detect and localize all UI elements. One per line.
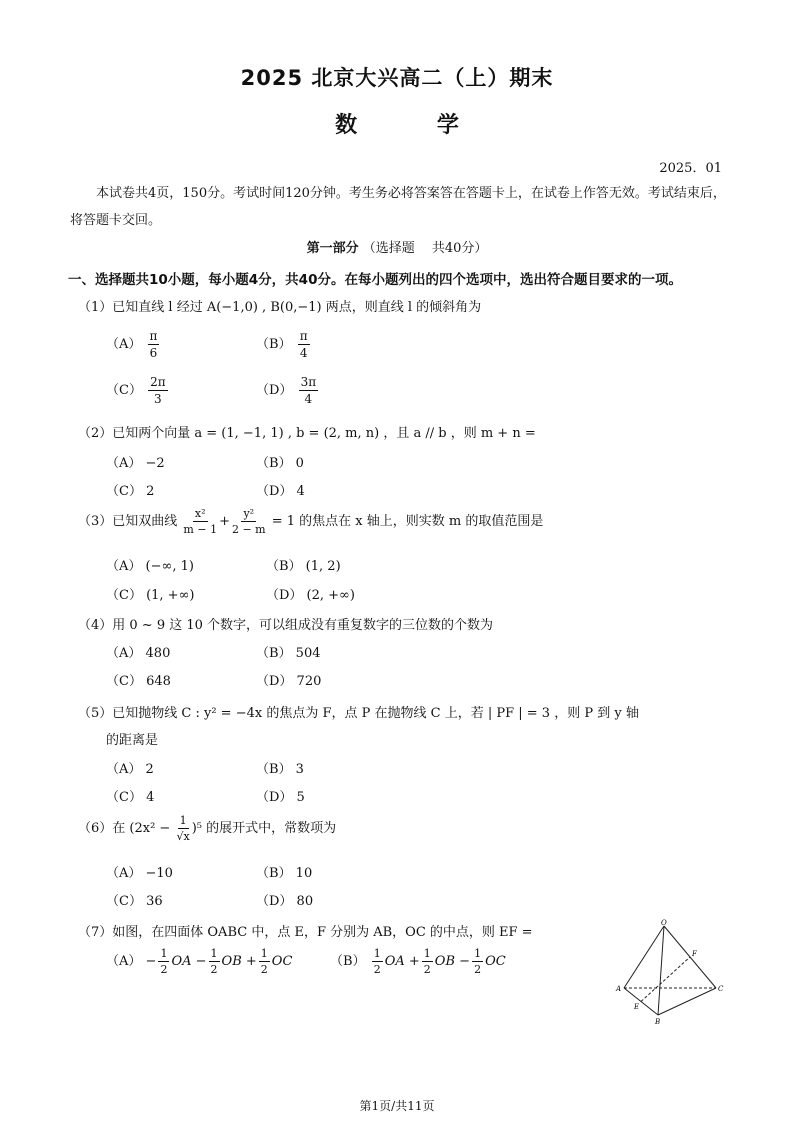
part-heading — [0, 237, 794, 256]
fraction — [158, 948, 169, 975]
numerator: 1 — [474, 947, 482, 960]
numerator: π — [299, 329, 308, 343]
q4-option-c: （C） 648 — [106, 674, 171, 689]
vector-oa: OA — [384, 954, 405, 969]
q3-option-b: （B） (1, 2) — [266, 559, 341, 574]
vector-oa: OA — [171, 954, 192, 969]
numerator: 1 — [160, 947, 168, 960]
fraction — [183, 508, 217, 535]
q1-option-c — [106, 376, 170, 405]
denominator: m − 1 — [183, 523, 218, 536]
vector-ob: OB — [221, 954, 242, 969]
label-o: O — [661, 919, 667, 927]
label-a: A — [616, 985, 622, 993]
segment-ef — [641, 957, 690, 1002]
denominator: 3 — [154, 392, 162, 406]
option-label: （C） — [106, 383, 142, 398]
fraction — [148, 330, 160, 359]
denominator: 4 — [304, 392, 313, 406]
denominator: 2 − m — [231, 523, 266, 536]
q2-option-b: （B） 0 — [256, 456, 304, 471]
q3-option-a: （A） (−∞, 1) — [106, 559, 194, 574]
label-f: F — [692, 950, 697, 958]
numerator: 1 — [423, 947, 431, 960]
edge-bc — [658, 988, 716, 1015]
label-b: B — [655, 1018, 661, 1026]
fraction — [298, 330, 310, 359]
subject-title: 数 学 — [335, 113, 495, 138]
option-label: （A） — [106, 337, 142, 352]
q5-option-b: （B） 3 — [256, 762, 304, 777]
q3-option-c: （C） (1, +∞) — [106, 588, 195, 603]
label-e: E — [634, 1003, 640, 1011]
fraction — [259, 948, 270, 975]
q4-option-a: （A） 480 — [106, 646, 171, 661]
label-c: C — [718, 985, 724, 993]
tetrahedron-figure — [612, 918, 724, 1026]
vector-oc: OC — [271, 954, 293, 969]
q2-option-d: （D） 4 — [256, 484, 305, 499]
denominator: 2 — [260, 963, 268, 976]
denominator: √x — [176, 830, 190, 843]
part-name: 第一部分 — [306, 241, 359, 256]
numerator: 2π — [150, 375, 166, 389]
option-label: （A） — [106, 954, 142, 969]
q6-option-a: （A） −10 — [106, 866, 173, 881]
edge-oa — [624, 926, 664, 988]
fraction — [299, 376, 319, 405]
q4-option-b: （B） 504 — [256, 646, 321, 661]
q2-option-a: （A） −2 — [106, 456, 165, 471]
exam-title: 2025 北京大兴高二（上）期末 — [240, 66, 554, 90]
numerator: 1 — [210, 947, 218, 960]
question-5-stem: （5）已知抛物线 C : y² = −4x 的焦点为 F，点 P 在抛物线 C 上，若 | PF | = 3 ，则 P 到 y 轴 — [78, 706, 639, 721]
option-label: （B） — [330, 954, 366, 969]
option-label: （D） — [256, 383, 293, 398]
fraction — [372, 948, 383, 975]
vector-ob: OB — [434, 954, 456, 969]
exam-date: 2025．01 — [659, 161, 722, 176]
q4-option-d: （D） 720 — [256, 674, 322, 689]
numerator: x² — [194, 507, 206, 520]
q6-option-c: （C） 36 — [106, 894, 163, 909]
q5-option-a: （A） 2 — [106, 762, 154, 777]
denominator: 4 — [299, 346, 308, 360]
stem-text: （3）已知双曲线 — [78, 514, 178, 529]
stem-text: （6）在 (2x² − — [78, 821, 171, 836]
q5-option-d: （D） 5 — [256, 790, 305, 805]
q5-option-c: （C） 4 — [106, 790, 155, 805]
denominator: 6 — [149, 346, 158, 360]
denominator: 2 — [474, 963, 482, 976]
fraction — [148, 376, 168, 405]
numerator: 1 — [373, 947, 381, 960]
numerator: π — [149, 329, 158, 343]
denominator: 2 — [373, 963, 381, 976]
fraction — [176, 815, 189, 842]
q6-option-d: （D） 80 — [256, 894, 314, 909]
plus-sign: + — [219, 514, 230, 529]
q1-option-a — [106, 330, 161, 359]
numerator: 1 — [179, 814, 187, 827]
numerator: y² — [243, 507, 255, 520]
q1-option-b — [256, 330, 312, 359]
edge-ob — [658, 926, 664, 1015]
q7-option-b: （B） $\frac{1}{2}$ OA + $\frac{1}{2}$ OB − $\frac{1}{2}$ OC — [330, 947, 506, 976]
stem-text: )⁵ 的展开式中，常数项为 — [191, 821, 337, 836]
option-label: （B） — [256, 337, 292, 352]
fraction — [209, 948, 220, 975]
stem-text: = 1 的焦点在 x 轴上，则实数 m 的取值范围是 — [271, 514, 544, 529]
fraction — [232, 508, 266, 535]
numerator: 1 — [260, 947, 268, 960]
page-footer: 第1页/共11页 — [359, 1099, 435, 1113]
question-5-stem-continued: 的距离是 — [106, 733, 159, 748]
section-heading: 一、选择题共10小题，每小题4分，共40分。在每小题列出的四个选项中，选出符合题目要求的一项。 — [68, 272, 682, 288]
vector-oc: OC — [485, 954, 506, 969]
q2-option-c: （C） 2 — [106, 484, 155, 499]
question-1-stem: （1）已知直线 l 经过 A(−1,0) , B(0,−1) 两点，则直线 l 的倾斜角为 — [78, 300, 482, 315]
q1-option-d — [256, 376, 320, 405]
exam-instructions: 本试卷共4页，150分。考试时间120分钟。考生务必将答案答在答题卡上，在试卷上作答无效。考试结束后，将答题卡交回。 — [70, 186, 726, 228]
part-desc: （选择题 共40分） — [362, 241, 488, 256]
question-3-stem — [78, 508, 543, 535]
q7-option-a: （A） − $\frac{1}{2}$ OA − $\frac{1}{2}$ OB + $\frac{1}{2}$ OC — [106, 947, 293, 976]
denominator: 2 — [210, 963, 218, 976]
question-7-stem: （7）如图，在四面体 OABC 中，点 E，F 分别为 AB，OC 的中点，则 EF = — [78, 925, 533, 940]
denominator: 2 — [160, 963, 168, 976]
fraction — [472, 948, 483, 975]
fraction — [422, 948, 433, 975]
numerator: 3π — [300, 375, 317, 389]
denominator: 2 — [423, 963, 431, 976]
question-6-stem — [78, 815, 336, 842]
q6-option-b: （B） 10 — [256, 866, 313, 881]
q3-option-d: （D） (2, +∞) — [266, 588, 355, 603]
question-2-stem: （2）已知两个向量 a = (1, −1, 1) , b = (2, m, n) ，且 a // b ，则 m + n = — [78, 426, 536, 441]
question-4-stem: （4）用 0 ~ 9 这 10 个数字，可以组成没有重复数字的三位数的个数为 — [78, 618, 494, 633]
